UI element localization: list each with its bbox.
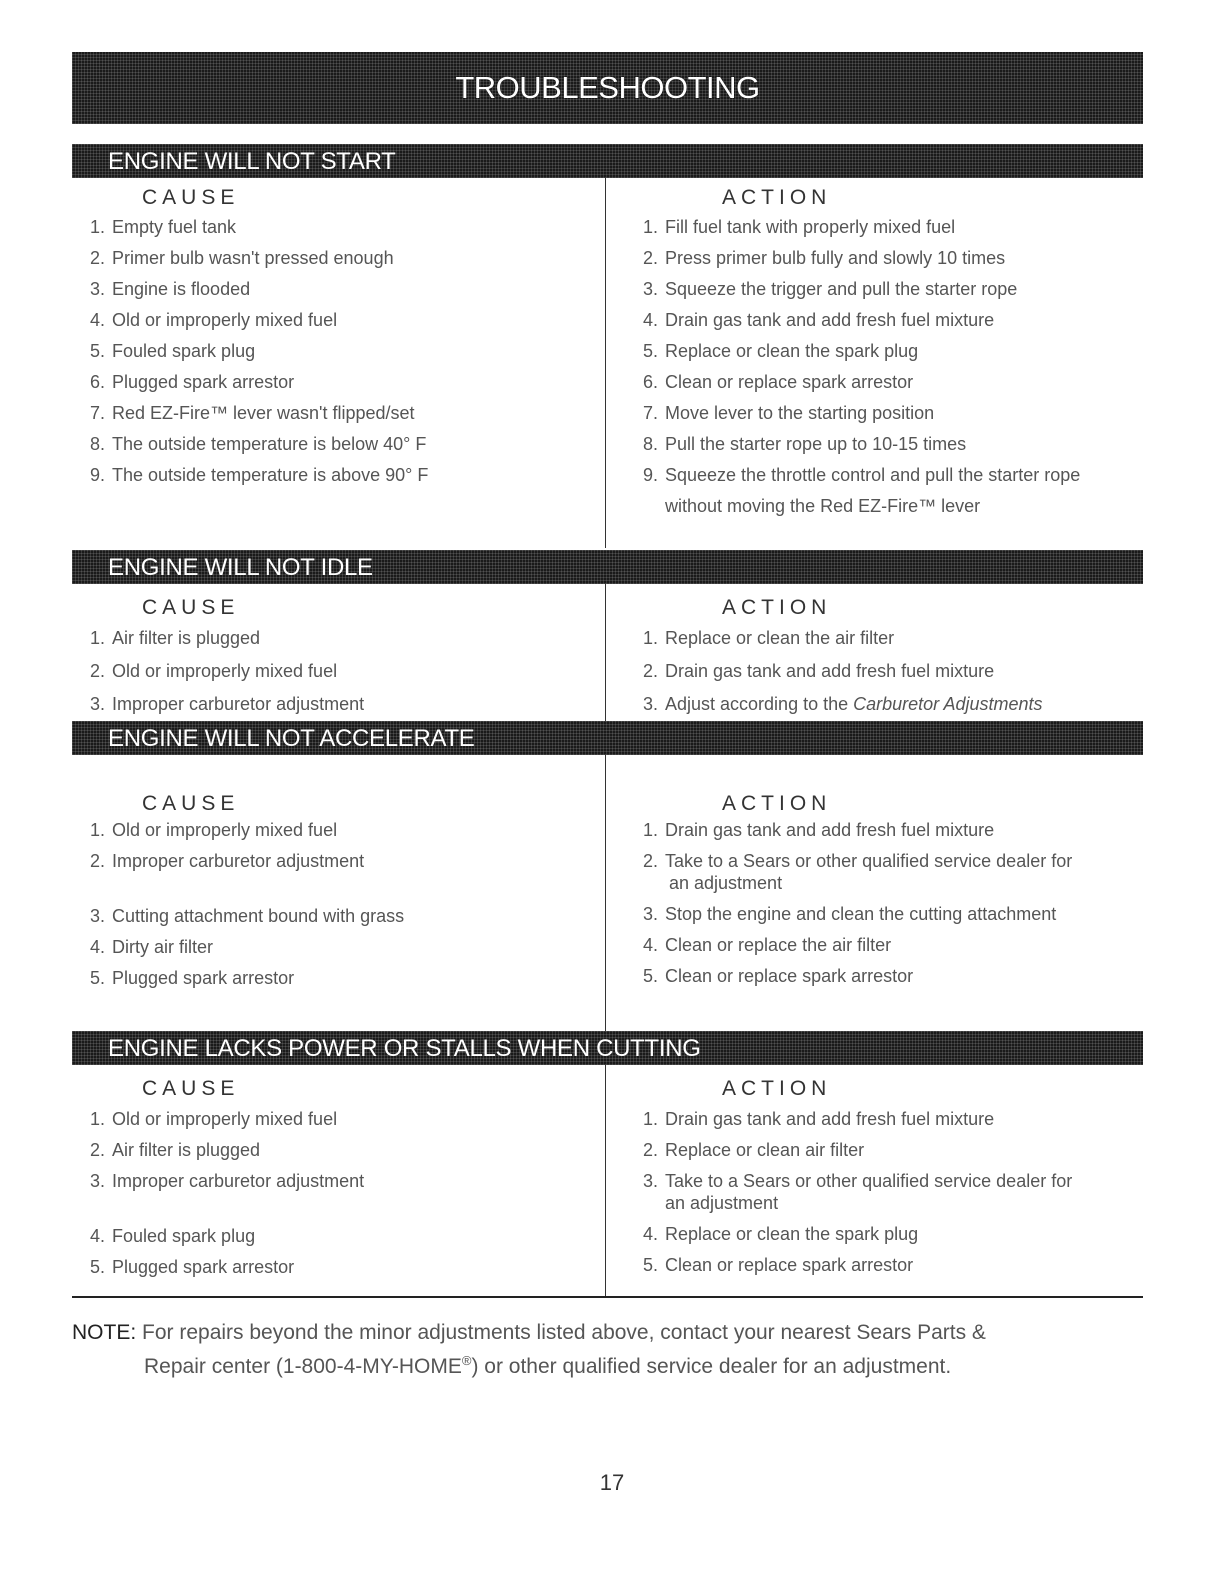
list-item: 1. Air filter is plugged xyxy=(90,628,261,648)
list-item: 4. Fouled spark plug xyxy=(90,1226,256,1246)
note-line-2: Repair center (1-800-4-MY-HOME®) or other qualified service dealer for an adjustment. xyxy=(144,1353,952,1378)
section-header-will-not-accelerate xyxy=(72,721,1143,755)
section-heading: ENGINE WILL NOT IDLE xyxy=(108,554,373,581)
page-title-bar xyxy=(72,52,1143,124)
list-item: 2. Old or improperly mixed fuel xyxy=(90,661,338,681)
cause-list xyxy=(90,1108,590,1278)
list-item: 1. Old or improperly mixed fuel xyxy=(90,1109,338,1129)
list-item: 2. Improper carburetor adjustment xyxy=(90,851,365,871)
list-item: 1. Drain gas tank and add fresh fuel mixture xyxy=(643,820,995,840)
note-line-1: For repairs beyond the minor adjustments listed above, contact your nearest Sears Parts & xyxy=(142,1321,986,1344)
list-item: 6. Clean or replace spark arrestor xyxy=(643,372,914,392)
list-item: 3. Take to a Sears or other qualified service dealer for an adjustment xyxy=(643,1171,1073,1213)
list-item: 2. Take to a Sears or other qualified service dealer for an adjustment xyxy=(643,851,1073,893)
list-item: 9. Squeeze the throttle control and pull the starter rope without moving the Red EZ-Fire™ lever xyxy=(643,465,1081,516)
list-item: 2. Air filter is plugged xyxy=(90,1140,261,1160)
list-item: 2. Primer bulb wasn't pressed enough xyxy=(90,248,394,268)
list-item: 5. Replace or clean the spark plug xyxy=(643,341,919,361)
list-item: 3. Cutting attachment bound with grass xyxy=(90,906,405,926)
note-label: NOTE: xyxy=(72,1321,137,1344)
list-item: 7. Move lever to the starting position xyxy=(643,403,935,423)
list-item: 3. Improper carburetor adjustment xyxy=(90,1171,365,1191)
page-number: 17 xyxy=(599,1470,625,1495)
section-header-will-not-idle xyxy=(72,550,1143,584)
action-list xyxy=(643,627,1143,715)
column-divider xyxy=(605,178,606,548)
list-item: 3. Stop the engine and clean the cutting attachment xyxy=(643,904,1057,924)
section-header-will-not-start xyxy=(72,144,1143,178)
list-item: 2. Press primer bulb fully and slowly 10 times xyxy=(643,248,1006,268)
list-item: 1. Replace or clean the air filter xyxy=(643,628,895,648)
list-item: 4. Drain gas tank and add fresh fuel mixture xyxy=(643,310,995,330)
list-item: 3. Engine is flooded xyxy=(90,279,251,299)
list-item: 6. Plugged spark arrestor xyxy=(90,372,295,392)
cause-list xyxy=(90,627,590,715)
action-list xyxy=(643,819,1143,987)
list-item: 5. Fouled spark plug xyxy=(90,341,256,361)
section-header-lacks-power xyxy=(72,1031,1143,1065)
list-item: 5. Plugged spark arrestor xyxy=(90,968,295,988)
column-divider xyxy=(605,584,606,744)
action-heading: ACTION xyxy=(722,1077,832,1100)
list-item: 1. Empty fuel tank xyxy=(90,217,237,237)
list-item: 7. Red EZ-Fire™ lever wasn't flipped/set xyxy=(90,403,415,423)
list-item: 3. Improper carburetor adjustment xyxy=(90,694,365,714)
action-heading: ACTION xyxy=(722,596,832,619)
list-item: 2. Drain gas tank and add fresh fuel mixture xyxy=(643,661,995,681)
list-item: 3. Squeeze the trigger and pull the starter rope xyxy=(643,279,1018,299)
cause-heading: CAUSE xyxy=(142,596,240,619)
cause-heading: CAUSE xyxy=(142,186,240,209)
list-item: 4. Replace or clean the spark plug xyxy=(643,1224,919,1244)
column-divider xyxy=(605,1065,606,1296)
list-item: 1. Fill fuel tank with properly mixed fuel xyxy=(643,217,956,237)
cause-heading: CAUSE xyxy=(142,792,240,815)
list-item: 9. The outside temperature is above 90° F xyxy=(90,465,429,485)
section-heading: ENGINE LACKS POWER OR STALLS WHEN CUTTING xyxy=(108,1035,701,1062)
list-item: 1. Drain gas tank and add fresh fuel mixture xyxy=(643,1109,995,1129)
list-item: 2. Replace or clean air filter xyxy=(643,1140,865,1160)
action-heading: ACTION xyxy=(722,792,832,815)
list-item: 3. Adjust according to the Carburetor Adjustments xyxy=(643,694,1043,714)
list-item: 8. Pull the starter rope up to 10-15 times xyxy=(643,434,967,454)
list-item: 4. Clean or replace the air filter xyxy=(643,935,892,955)
list-item: 8. The outside temperature is below 40° F xyxy=(90,434,427,454)
action-heading: ACTION xyxy=(722,186,832,209)
list-item: 1. Old or improperly mixed fuel xyxy=(90,820,338,840)
list-item: 4. Dirty air filter xyxy=(90,937,214,957)
cause-list xyxy=(90,216,590,486)
list-item: 4. Old or improperly mixed fuel xyxy=(90,310,338,330)
cause-list xyxy=(90,819,590,989)
column-divider xyxy=(605,755,606,1033)
action-list xyxy=(643,216,1143,517)
section-heading: ENGINE WILL NOT ACCELERATE xyxy=(108,725,475,752)
page-title: TROUBLESHOOTING xyxy=(455,70,760,105)
list-item: 5. Clean or replace spark arrestor xyxy=(643,1255,914,1275)
horizontal-rule xyxy=(72,1296,1143,1298)
list-item: 5. Clean or replace spark arrestor xyxy=(643,966,914,986)
section-heading: ENGINE WILL NOT START xyxy=(108,148,396,175)
cause-heading: CAUSE xyxy=(142,1077,240,1100)
action-list xyxy=(643,1108,1143,1276)
list-item: 5. Plugged spark arrestor xyxy=(90,1257,295,1277)
note xyxy=(72,1319,1132,1381)
